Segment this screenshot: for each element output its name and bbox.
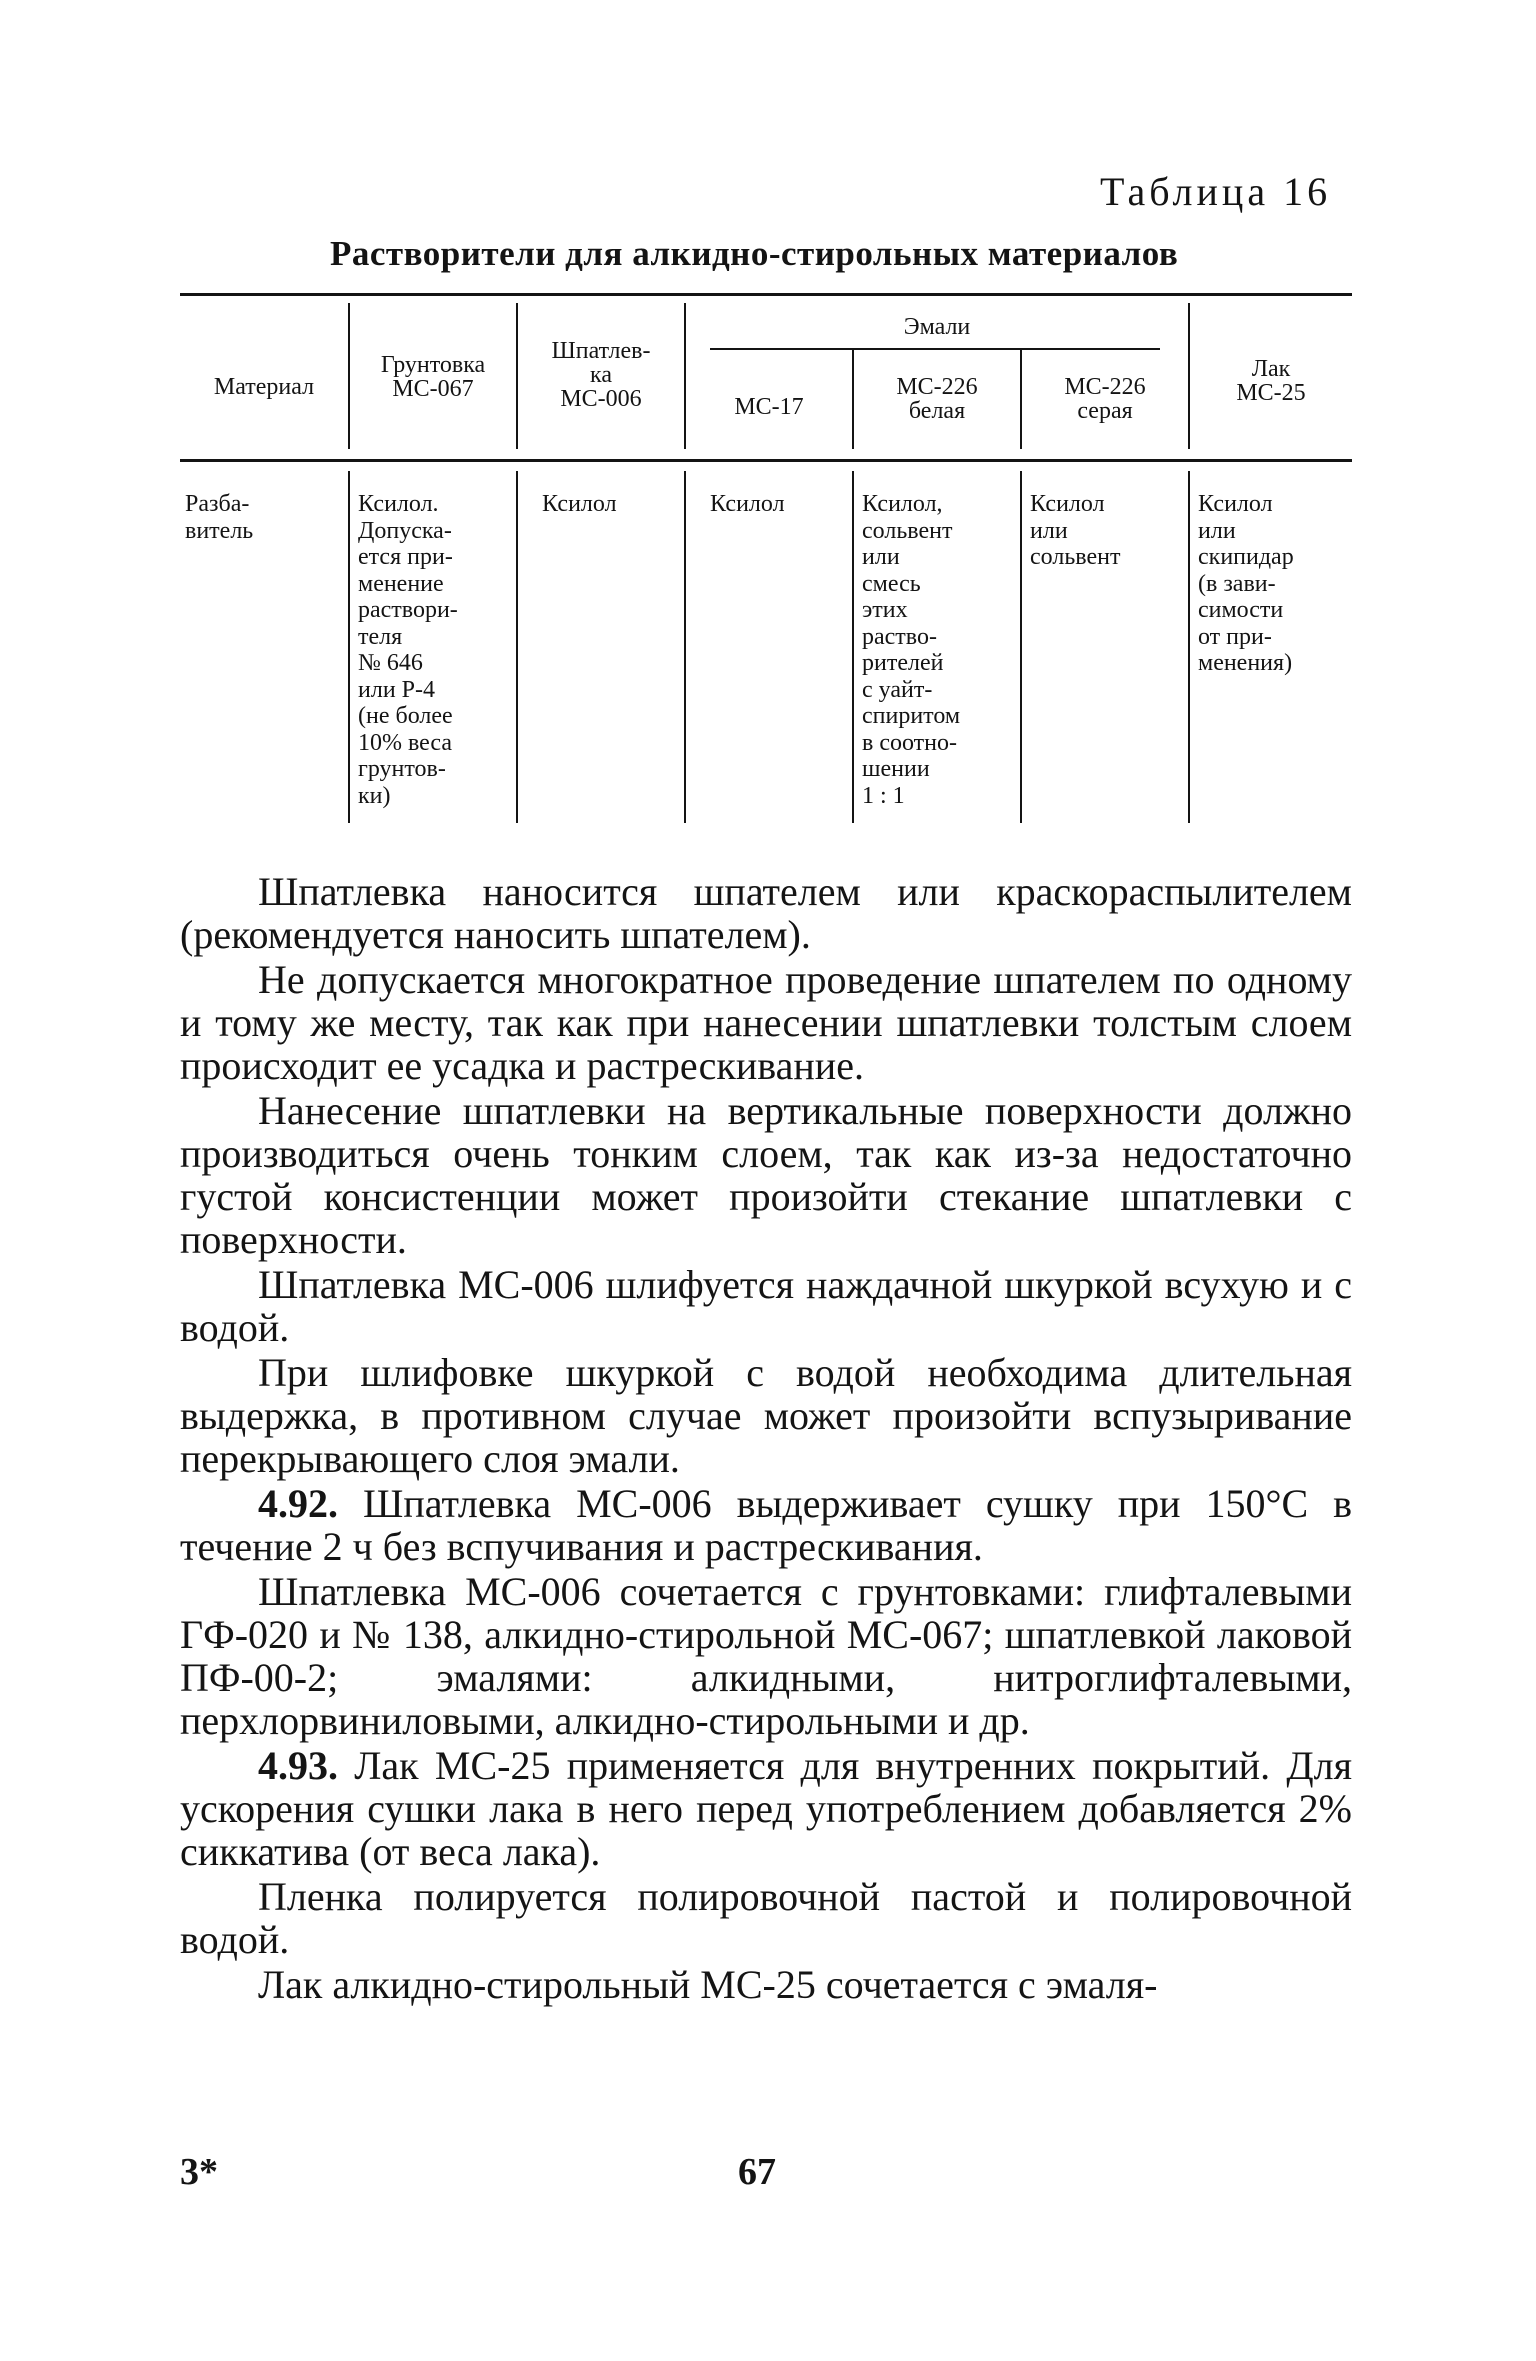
cell-lacquer: Ксилол или скипидар (в зави- симости от при- менения) [1198,491,1294,676]
header-enamel-ms226-grey: МС-226 серая [1064,374,1146,424]
header-enamel-ms226-white: МС-226 белая [896,374,978,424]
cell-ms226-grey: Ксилол или сольвент [1030,491,1121,570]
paragraph: Пленка полируется полировочной пастой и полировочной водой. [180,1874,1352,1962]
paragraph: Шпатлевка МС-006 шлифуется наждачной шкуркой всухую и с водой. [180,1262,1352,1350]
cell-ms17: Ксилол [710,491,785,517]
paragraph-section-4-92: 4.92. Шпатлевка МС-006 выдерживает сушку при 150°С в течение 2 ч без вспучивания и растрескивания. [180,1481,1352,1569]
body-divider [1188,471,1190,823]
paragraph-section-4-93: 4.93. Лак МС-25 применяется для внутренних покрытий. Для ускорения сушки лака в него перед употреблением добавляется 2% сиккатива (от веса лака). [180,1743,1352,1874]
body-divider [516,471,518,823]
header-primer-ms067: Грунтовка МС-067 [380,352,486,402]
header-lacquer-ms25: Лак МС-25 [1236,356,1306,406]
section-number: 4.93. [258,1743,338,1788]
body-divider [1020,471,1022,823]
enamels-group-rule [710,348,1160,350]
signature-mark: 3* [180,2151,218,2193]
header-putty-ms006: Шпатлев- ка МС-006 [551,338,651,412]
paragraph: Нанесение шпатлевки на вертикальные поверхности должно производиться очень тонким слоем, так как из-за недостаточно густой консистенции может произойти стекание шпатлевки с поверхности. [180,1088,1352,1262]
page-number: 67 [738,2151,776,2193]
body-divider [348,471,350,823]
paragraph: При шлифовке шкуркой с водой необходима длительная выдержка, в противном случае может произойти вспузыривание перекрывающего слоя эмали. [180,1350,1352,1481]
paragraph: Не допускается многократное проведение шпателем по одному и тому же месту, так как при нанесении шпатлевки толстым слоем происходит ее усадка и растрескивание. [180,957,1352,1088]
paragraph: Шпатлевка наносится шпателем или краскораспылителем (рекомендуется наносить шпателем). [180,869,1352,957]
cell-primer: Ксилол. Допуска- ется при- менение раствори- теля № 646 или Р-4 (не более 10% веса грунтов- ки) [358,491,458,809]
paragraph: Лак алкидно-стирольный МС-25 сочетается с эмаля- [258,1962,1158,2007]
header-enamels: Эмали [903,314,971,340]
body-divider [684,471,686,823]
paragraph: Шпатлевка МС-006 сочетается с грунтовками: глифталевыми ГФ-020 и № 138, алкидно-стирольной МС-067; шпатлевкой лаковой ПФ-00-2; эмалями: алкидными, нитроглифталевыми, перхлорвиниловыми, алкидно-стирольными и др. [180,1569,1352,1743]
solvent-table [180,293,1352,833]
cell-ms226-white: Ксилол, сольвент или смесь этих раство- рителей с уайт- спиритом в соотно- шении 1 : 1 [862,491,961,809]
body-text [180,870,1352,2008]
table-title: Растворители для алкидно-стирольных материалов [330,234,1179,273]
body-divider [852,471,854,823]
cell-material: Разба- витель [185,491,254,544]
header-material: Материал [213,374,315,400]
header-enamel-ms17: МС-17 [734,394,804,420]
cell-putty: Ксилол [542,491,617,517]
table-header-rule [180,459,1352,462]
table-top-rule [180,293,1352,296]
table-label: Таблица 16 [1100,169,1332,214]
section-number: 4.92. [258,1481,338,1526]
